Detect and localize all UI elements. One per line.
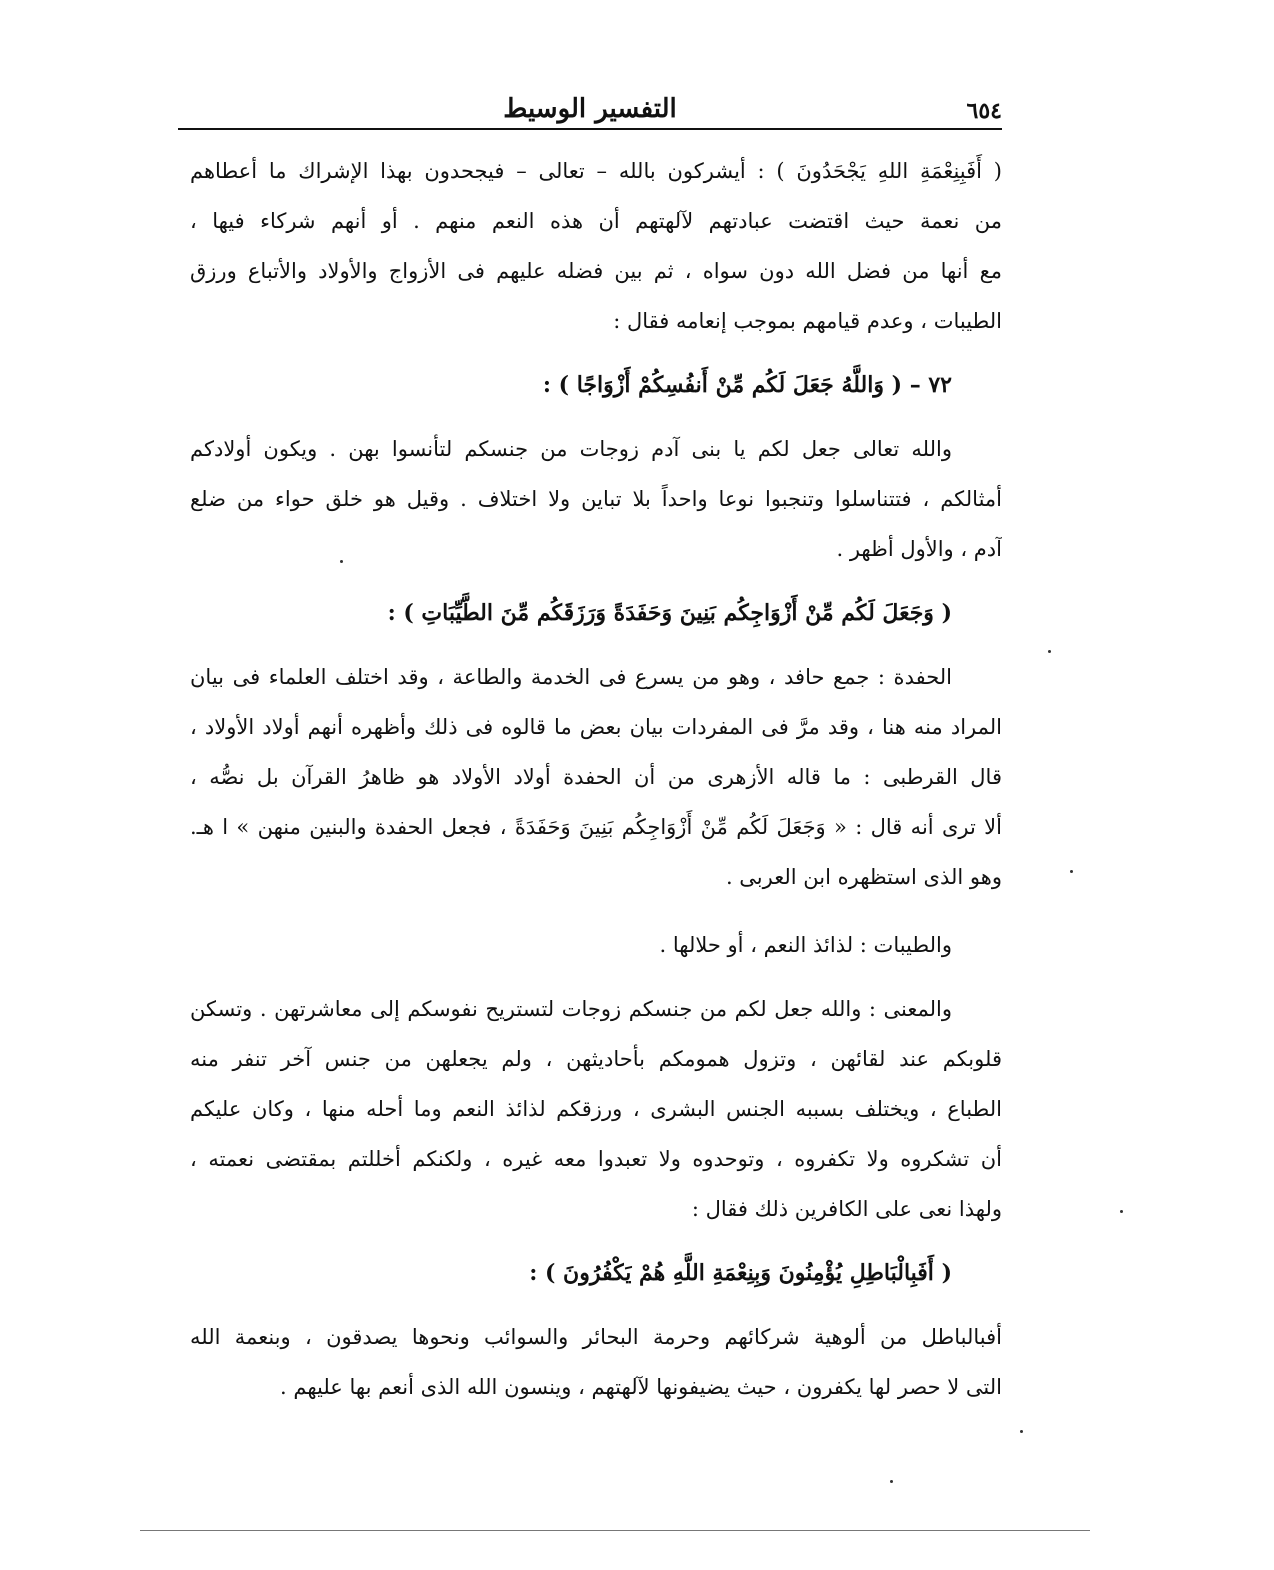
text-line: الطباع ، ويختلف بسببه الجنس البشرى ، ورزقكم لذائذ النعم وما أحله منها ، وكان عليكم [190, 1097, 1002, 1121]
text-line: أن تشكروه ولا تكفروه ، وتوحدوه ولا تعبدوا معه غيره ، ولكنكم أخللتم بمقتضى نعمته ، [190, 1147, 1002, 1171]
text-line: التى لا حصر لها يكفرون ، حيث يضيفونها لآلهتهم ، وينسون الله الذى أنعم بها عليهم . [280, 1375, 1002, 1399]
text-line: الحفدة : جمع حافد ، وهو من يسرع فى الخدمة والطاعة ، وقد اختلف العلماء فى بيان [190, 665, 952, 689]
text-line: قال القرطبى : ما قاله الأزهرى من أن الحفدة أولاد الأولاد هو ظاهرُ القرآن بل نصُّه ، [190, 765, 1002, 789]
scan-speck [1120, 1210, 1123, 1213]
text-line: ( أَفَبِنِعْمَةِ اللهِ يَجْحَدُونَ ) : أيشركون بالله – تعالى – فيجحدون بهذا الإشراك ما أعطاهم [190, 159, 1002, 183]
text-line: أفبالباطل من ألوهية شركائهم وحرمة البحائر والسوائب ونحوها يصدقون ، وبنعمة الله [190, 1325, 1002, 1349]
text-line: ألا ترى أنه قال : « وَجَعَلَ لَكُم مِّنْ أَزْوَاجِكُم بَنِينَ وَحَفَدَةً ، فجعل الحفدة والبنين منهن » ا هـ. [190, 815, 1002, 839]
text-line: من نعمة حيث اقتضت عبادتهم لآلهتهم أن هذه النعم منهم . أو أنهم شركاء فيها ، [190, 209, 1002, 233]
header-rule [178, 128, 1002, 130]
page-body [190, 146, 1002, 1412]
scan-speck [1048, 650, 1051, 653]
text-line: أمثالكم ، فتتناسلوا وتنجبوا نوعا واحداً بلا تباين ولا اختلاف . وقيل هو خلق حواء من ضلع [190, 487, 1002, 511]
text-line: آدم ، والأول أظهر . [836, 537, 1002, 561]
text-line: وهو الذى استظهره ابن العربى . [725, 865, 1002, 889]
running-title: التفسير الوسيط [503, 94, 677, 124]
verse-line: ٧٢ – ( وَاللَّهُ جَعَلَ لَكُم مِّنْ أَنفُسِكُمْ أَزْوَاجًا ) : [542, 372, 952, 398]
footer-rule [140, 1530, 1090, 1531]
verse-line: ( أَفَبِالْبَاطِلِ يُؤْمِنُونَ وَبِنِعْمَةِ اللَّهِ هُمْ يَكْفُرُونَ ) : [529, 1260, 952, 1286]
text-line: الطيبات ، وعدم قيامهم بموجب إنعامه فقال : [613, 309, 1002, 333]
scan-speck [1070, 870, 1073, 873]
text-line: المراد منه هنا ، وقد مرَّ فى المفردات بيان بعض ما قالوه فى ذلك وأظهره أنهم أولاد الأولاد ، [190, 715, 1002, 739]
verse-line: ( وَجَعَلَ لَكُم مِّنْ أَزْوَاجِكُم بَنِينَ وَحَفَدَةً وَرَزَقَكُم مِّنَ الطَّيِّبَاتِ ) : [387, 600, 952, 626]
text-line: ولهذا نعى على الكافرين ذلك فقال : [691, 1197, 1002, 1221]
text-line: والله تعالى جعل لكم يا بنى آدم زوجات من جنسكم لتأنسوا بهن . ويكون أولادكم [190, 437, 952, 461]
scan-speck [890, 1480, 893, 1483]
text-line: والطيبات : لذائذ النعم ، أو حلالها . [659, 933, 952, 957]
page-header [178, 88, 1002, 128]
text-line: قلوبكم عند لقائهن ، وتزول همومكم بأحاديثهن ، ولم يجعلهن من جنس آخر تنفر منه [190, 1047, 1002, 1071]
text-line: والمعنى : والله جعل لكم من جنسكم زوجات لتستريح نفوسكم إلى معاشرتهن . وتسكن [190, 997, 952, 1021]
scan-speck [1020, 1430, 1023, 1433]
page-number: ٦٥٤ [966, 98, 1002, 124]
text-line: مع أنها من فضل الله دون سواه ، ثم بين فضله عليهم فى الأزواج والأولاد والأتباع ورزق [190, 259, 1002, 283]
scan-speck [340, 560, 343, 563]
